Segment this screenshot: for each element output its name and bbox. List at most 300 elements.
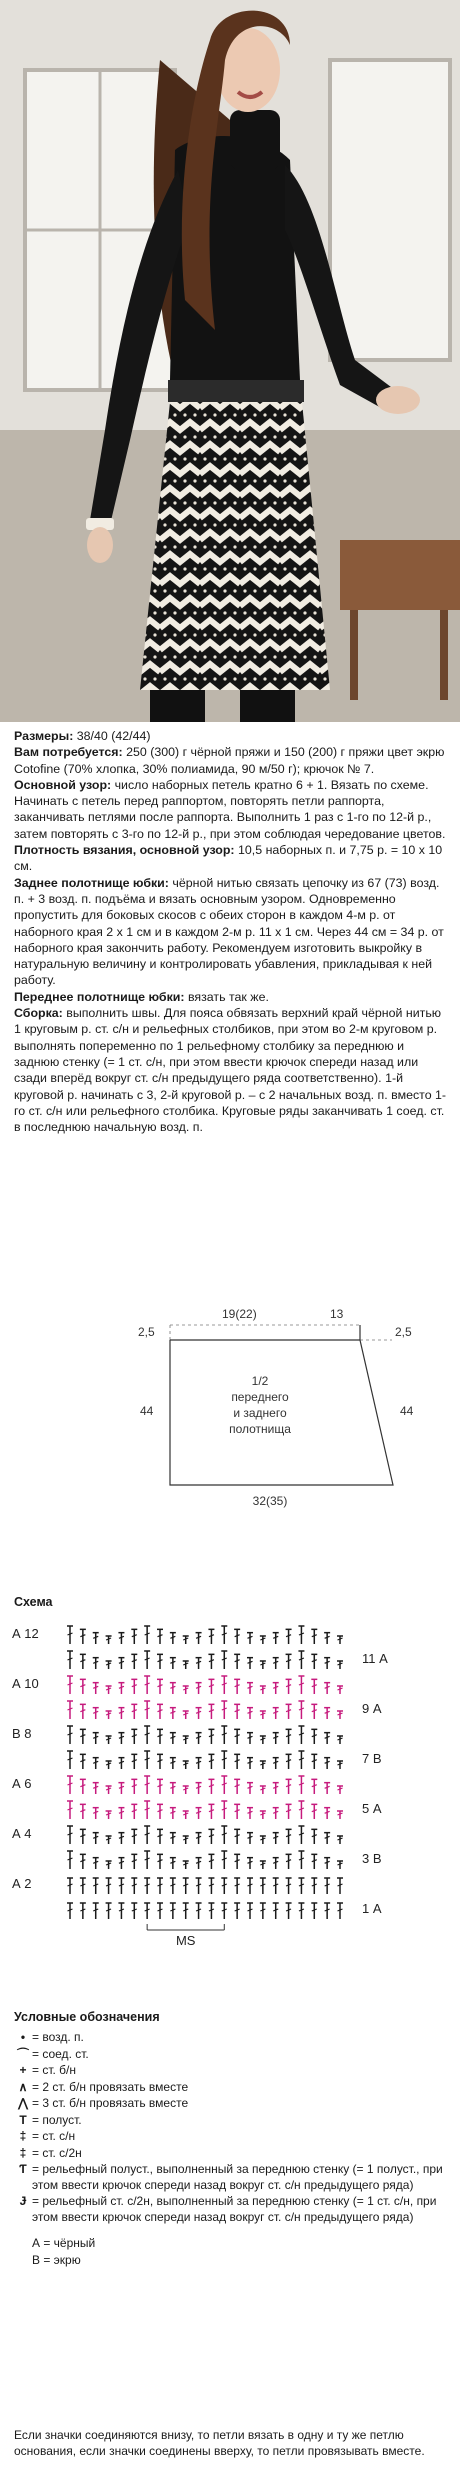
stitch-symbol <box>234 1829 240 1844</box>
stitch-symbol <box>298 1626 304 1644</box>
stitch-symbol <box>93 1633 99 1644</box>
stitch-symbol <box>234 1903 240 1919</box>
stitch-symbol <box>286 1679 292 1694</box>
stitch-symbol <box>93 1783 99 1794</box>
stitch-symbol <box>93 1708 99 1719</box>
stitch-symbol <box>208 1854 214 1869</box>
stitch-symbol <box>118 1683 124 1694</box>
legend-text: = ст. б/н <box>32 2063 77 2077</box>
stitch-symbol <box>311 1903 317 1919</box>
stitch-symbol <box>311 1654 317 1669</box>
legend-text: В = экрю <box>32 2252 81 2267</box>
stitch-symbol <box>221 1726 227 1744</box>
legend-text: = рельефный полуст., выполненный за переднюю стенку (= 1 полуст., при этом ввести крючок спереди назад вокруг ст. с/н предыдущего ряда) <box>32 2162 443 2192</box>
stitch-symbol <box>324 1633 330 1644</box>
legend-symbol: Ɉ <box>19 2194 27 2208</box>
stitch-symbol <box>247 1683 253 1694</box>
stitch-symbol <box>311 1854 317 1869</box>
dim-bottom-width: 32(35) <box>252 1494 288 1508</box>
stitch-symbol <box>170 1708 176 1719</box>
stitch-symbol <box>311 1704 317 1719</box>
dim-edge-right: 2,5 <box>395 1325 412 1339</box>
row-label-right: 7 В <box>362 1751 382 1766</box>
stitch-symbol <box>234 1654 240 1669</box>
legend-symbol: + <box>19 2063 27 2077</box>
stitch-symbol <box>324 1658 330 1669</box>
legend-text: = ст. с/н <box>32 2129 76 2143</box>
stitch-symbol <box>131 1854 137 1869</box>
stitch-symbol <box>221 1676 227 1694</box>
legend-item <box>14 2129 450 2145</box>
stitch-symbol <box>157 1854 163 1869</box>
stitch-symbol <box>183 1786 189 1794</box>
stitch-symbol <box>106 1878 112 1894</box>
stitch-symbol <box>170 1833 176 1844</box>
stitch-symbol <box>260 1903 266 1919</box>
stitch-symbol <box>208 1878 214 1894</box>
stitch-symbol <box>273 1733 279 1744</box>
product-photo <box>0 0 460 722</box>
stitch-symbol <box>298 1826 304 1844</box>
repeat-label: MS <box>175 1933 196 1948</box>
stitch-symbol <box>337 1711 343 1719</box>
stitch-symbol <box>170 1633 176 1644</box>
stitch-symbol <box>170 1903 176 1919</box>
stitch-symbol <box>208 1829 214 1844</box>
stitch-symbol <box>118 1708 124 1719</box>
stitch-symbol <box>157 1804 163 1819</box>
stitch-symbol <box>144 1878 150 1894</box>
stitch-symbol <box>93 1808 99 1819</box>
stitch-symbol <box>93 1683 99 1694</box>
stitch-symbol <box>247 1858 253 1869</box>
stitch-symbol <box>144 1776 150 1794</box>
row-label-left: А 10 <box>12 1676 39 1691</box>
stitch-symbol <box>170 1808 176 1819</box>
stitch-symbol <box>247 1658 253 1669</box>
legend-symbol: T <box>19 2112 27 2127</box>
stitch-symbol <box>196 1833 202 1844</box>
legend-title: Условные обозначения <box>14 2010 160 2024</box>
stitch-symbol <box>80 1629 86 1644</box>
stitch-symbol <box>247 1783 253 1794</box>
stitch-symbol <box>93 1658 99 1669</box>
stitch-symbol <box>80 1878 86 1894</box>
stitch-symbol <box>247 1633 253 1644</box>
legend-footnote: Если значки соединяются внизу, то петли вязать в одну и ту же петлю основания, если значки соединены вверху, то петли провязывать вместе. <box>14 2428 425 2458</box>
stitch-symbol <box>196 1758 202 1769</box>
legend-text: А = чёрный <box>32 2236 96 2250</box>
stitch-symbol <box>324 1833 330 1844</box>
stitch-symbol <box>208 1704 214 1719</box>
sizes-paragraph: Размеры: 38/40 (42/44) <box>14 729 151 743</box>
stitch-symbol <box>67 1826 73 1844</box>
stitch-symbol <box>286 1654 292 1669</box>
legend-text: = полуст. <box>32 2112 82 2127</box>
stitch-symbol <box>247 1903 253 1919</box>
stitch-symbol <box>196 1858 202 1869</box>
stitch-symbol <box>157 1729 163 1744</box>
row-label-right: 1 А <box>362 1901 382 1916</box>
stitch-symbol <box>67 1701 73 1719</box>
stitch-symbol <box>144 1726 150 1744</box>
stitch-symbol <box>260 1861 266 1869</box>
stitch-symbol <box>80 1754 86 1769</box>
stitch-symbol <box>170 1733 176 1744</box>
stitch-symbol <box>286 1829 292 1844</box>
stitch-symbol <box>131 1804 137 1819</box>
stitch-symbol <box>144 1826 150 1844</box>
stitch-symbol <box>93 1733 99 1744</box>
legend-item <box>14 2253 450 2269</box>
stitch-symbol <box>260 1878 266 1894</box>
stitch-symbol <box>208 1754 214 1769</box>
stitch-symbol <box>67 1651 73 1669</box>
legend-symbol: ⌒ <box>16 2046 29 2061</box>
stitch-symbol <box>118 1633 124 1644</box>
stitch-symbol <box>247 1733 253 1744</box>
stitch-symbol <box>286 1878 292 1894</box>
stitch-symbol <box>67 1626 73 1644</box>
stitch-symbol <box>286 1804 292 1819</box>
stitch-symbol <box>157 1754 163 1769</box>
stitch-symbol <box>234 1878 240 1894</box>
stitch-symbol <box>67 1726 73 1744</box>
stitch-symbol <box>144 1701 150 1719</box>
stitch-symbol <box>118 1878 124 1894</box>
stitch-symbol <box>337 1811 343 1819</box>
stitch-symbol <box>234 1704 240 1719</box>
dim-height-left: 44 <box>140 1404 154 1418</box>
stitch-symbol <box>93 1858 99 1869</box>
stitch-symbol <box>183 1636 189 1644</box>
stitch-symbol <box>273 1683 279 1694</box>
stitch-symbol <box>106 1761 112 1769</box>
stitch-symbol <box>286 1779 292 1794</box>
stitch-symbol <box>196 1708 202 1719</box>
stitch-symbol <box>247 1758 253 1769</box>
row-label-left: А 12 <box>12 1626 39 1641</box>
stitch-symbol <box>298 1651 304 1669</box>
panel-label-3: и заднего <box>233 1406 287 1420</box>
stitch-symbol <box>234 1679 240 1694</box>
panel-label-4: полотнища <box>229 1422 291 1436</box>
stitch-symbol <box>208 1629 214 1644</box>
stitch-symbol <box>260 1786 266 1794</box>
dim-top-width: 19(22) <box>222 1307 257 1321</box>
stitch-symbol <box>131 1704 137 1719</box>
legend-item <box>14 2063 450 2079</box>
stitch-symbol <box>273 1903 279 1919</box>
stitch-symbol <box>208 1679 214 1694</box>
stitch-symbol <box>298 1676 304 1694</box>
stitch-symbol <box>286 1854 292 1869</box>
stitch-symbol <box>67 1903 73 1919</box>
stitch-symbol <box>337 1661 343 1669</box>
stitch-symbol <box>144 1851 150 1869</box>
stitch-symbol <box>311 1679 317 1694</box>
stitch-symbol <box>157 1704 163 1719</box>
stitch-symbol <box>260 1686 266 1694</box>
stitch-symbol <box>144 1903 150 1919</box>
stitch-symbol <box>131 1679 137 1694</box>
stitch-symbol <box>337 1878 343 1894</box>
legend-text: = соед. ст. <box>32 2046 89 2061</box>
stitch-symbol <box>324 1808 330 1819</box>
stitch-symbol <box>221 1851 227 1869</box>
stitch-symbol <box>260 1636 266 1644</box>
panel-label-2: переднего <box>231 1390 289 1404</box>
stitch-symbol <box>80 1854 86 1869</box>
stitch-symbol <box>80 1729 86 1744</box>
stitch-symbol <box>67 1851 73 1869</box>
stitch-symbol <box>324 1878 330 1894</box>
stitch-symbol <box>106 1661 112 1669</box>
stitch-symbol <box>170 1858 176 1869</box>
row-label-left: А 2 <box>12 1876 32 1891</box>
stitch-symbol <box>234 1729 240 1744</box>
stitch-symbol <box>118 1733 124 1744</box>
legend <box>14 2030 450 2269</box>
stitch-symbol <box>157 1903 163 1919</box>
stitch-symbol <box>170 1878 176 1894</box>
stitch-symbol <box>247 1808 253 1819</box>
stitch-symbol <box>273 1758 279 1769</box>
stitch-symbol <box>106 1711 112 1719</box>
stitch-symbol <box>196 1658 202 1669</box>
stitch-symbol <box>324 1683 330 1694</box>
stitch-symbol <box>221 1701 227 1719</box>
stitch-symbol <box>273 1878 279 1894</box>
row-label-right: 11 А <box>362 1651 388 1666</box>
stitch-symbol <box>221 1878 227 1894</box>
stitch-symbol <box>144 1801 150 1819</box>
stitch-symbol <box>208 1729 214 1744</box>
row-label-right: 5 А <box>362 1801 382 1816</box>
stitch-symbol <box>273 1783 279 1794</box>
gauge-paragraph: Плотность вязания, основной узор: 10,5 наборных п. и 7,75 р. = 10 х 10 см. <box>14 843 443 874</box>
stitch-symbol <box>337 1686 343 1694</box>
legend-item <box>14 2030 450 2046</box>
legend-symbol: • <box>20 2030 26 2044</box>
stitch-symbol <box>337 1861 343 1869</box>
stitch-symbol <box>144 1626 150 1644</box>
stitch-symbol <box>144 1651 150 1669</box>
stitch-symbol <box>131 1829 137 1844</box>
stitch-symbol <box>286 1629 292 1644</box>
stitch-symbol <box>196 1783 202 1794</box>
legend-symbol: ‡ <box>19 2129 27 2143</box>
stitch-symbol <box>324 1733 330 1744</box>
stitch-symbol <box>286 1754 292 1769</box>
stitch-symbol <box>298 1751 304 1769</box>
panel-label-1: 1/2 <box>251 1374 269 1388</box>
stitch-symbol <box>234 1854 240 1869</box>
stitch-symbol <box>170 1683 176 1694</box>
legend-item <box>14 2113 450 2129</box>
stitch-symbol <box>183 1761 189 1769</box>
stitch-symbol <box>208 1654 214 1669</box>
stitch-symbol <box>93 1878 99 1894</box>
legend-item <box>14 2146 450 2162</box>
stitch-symbol <box>337 1761 343 1769</box>
stitch-symbol <box>67 1676 73 1694</box>
stitch-symbol <box>131 1779 137 1794</box>
stitch-symbol <box>298 1701 304 1719</box>
stitch-symbol <box>183 1736 189 1744</box>
stitch-symbol <box>183 1811 189 1819</box>
stitch-symbol <box>118 1808 124 1819</box>
stitch-symbol <box>234 1779 240 1794</box>
stitch-symbol <box>324 1708 330 1719</box>
stitch-symbol <box>183 1686 189 1694</box>
stitch-symbol <box>324 1758 330 1769</box>
stitch-symbol <box>93 1903 99 1919</box>
stitch-symbol <box>273 1658 279 1669</box>
stitch-symbol <box>221 1903 227 1919</box>
stitch-symbol <box>157 1679 163 1694</box>
pattern-schematic <box>130 1300 430 1515</box>
row-label-left: А 4 <box>12 1826 32 1841</box>
front-panel-paragraph: Переднее полотнище юбки: вязать так же. <box>14 989 269 1004</box>
stitch-symbol <box>273 1708 279 1719</box>
stitch-symbol <box>170 1783 176 1794</box>
legend-text: = ст. с/2н <box>32 2145 82 2160</box>
stitch-symbol <box>273 1833 279 1844</box>
stitch-symbol <box>337 1786 343 1794</box>
stitch-symbol <box>196 1903 202 1919</box>
stitch-symbol <box>80 1704 86 1719</box>
stitch-symbol <box>67 1776 73 1794</box>
stitch-symbol <box>298 1903 304 1919</box>
stitch-symbol <box>298 1878 304 1894</box>
stitch-symbol <box>67 1878 73 1894</box>
stitch-symbol <box>106 1736 112 1744</box>
stitch-symbol <box>324 1903 330 1919</box>
dim-height-right: 44 <box>400 1404 414 1418</box>
stitch-symbol <box>80 1779 86 1794</box>
chart-title: Схема <box>14 1595 53 1609</box>
stitch-symbol <box>183 1836 189 1844</box>
legend-symbol: ∧ <box>18 2079 28 2094</box>
stitch-symbol <box>324 1783 330 1794</box>
stitch-symbol <box>93 1833 99 1844</box>
stitch-symbol <box>286 1704 292 1719</box>
stitch-symbol <box>337 1736 343 1744</box>
stitch-symbol <box>311 1878 317 1894</box>
stitch-symbol <box>80 1829 86 1844</box>
model-illustration <box>0 0 460 722</box>
stitch-symbol <box>106 1686 112 1694</box>
stitch-symbol <box>157 1654 163 1669</box>
instructions <box>14 728 450 1135</box>
stitch-symbol <box>221 1801 227 1819</box>
stitch-symbol <box>311 1804 317 1819</box>
stitch-symbol <box>337 1636 343 1644</box>
stitch-symbol <box>118 1833 124 1844</box>
stitch-symbol <box>337 1836 343 1844</box>
stitch-symbol <box>183 1661 189 1669</box>
stitch-symbol <box>234 1754 240 1769</box>
stitch-symbol <box>170 1758 176 1769</box>
row-label-right: 3 В <box>362 1851 382 1866</box>
stitch-symbol <box>260 1761 266 1769</box>
stitch-symbol <box>234 1804 240 1819</box>
stitch-symbol <box>196 1733 202 1744</box>
stitch-symbol <box>260 1711 266 1719</box>
stitch-symbol <box>118 1903 124 1919</box>
stitch-symbol <box>67 1751 73 1769</box>
materials-paragraph: Вам потребуется: 250 (300) г чёрной пряжи и 150 (200) г пряжи цвет экрю Cotofine (70% хлопка, 30% полиамида, 90 м/50 г); крючок № 7. <box>14 745 445 776</box>
legend-text: = рельефный ст. с/2н, выполненный за переднюю стенку (= 1 ст. с/н, при этом ввести крючок спереди назад вокруг ст. с/н предыдущего ряда) <box>32 2194 437 2224</box>
stitch-symbol <box>273 1858 279 1869</box>
stitch-symbol <box>311 1779 317 1794</box>
stitch-symbol <box>106 1836 112 1844</box>
stitch-symbol <box>93 1758 99 1769</box>
legend-symbol: ⋀ <box>18 2096 28 2110</box>
dim-edge-left: 2,5 <box>138 1325 155 1339</box>
legend-item <box>14 2047 450 2063</box>
stitch-symbol <box>157 1829 163 1844</box>
stitch-symbol <box>183 1903 189 1919</box>
stitch-symbol <box>221 1651 227 1669</box>
stitch-symbol <box>273 1808 279 1819</box>
legend-text: = возд. п. <box>32 2030 84 2044</box>
stitch-symbol <box>298 1801 304 1819</box>
legend-item <box>14 2096 450 2112</box>
stitch-symbol <box>196 1878 202 1894</box>
stitch-symbol <box>131 1903 137 1919</box>
stitch-symbol <box>260 1811 266 1819</box>
stitch-symbol <box>144 1676 150 1694</box>
stitch-symbol <box>170 1658 176 1669</box>
stitch-symbol <box>183 1711 189 1719</box>
row-label-right: 9 А <box>362 1701 382 1716</box>
assembly-paragraph: Сборка: выполнить швы. Для пояса обвязать верхний край чёрной нитью 1 круговым р. ст. с/н и рельефных столбиков, при этом во 2-м круговом р. выполнять попеременно по 1 рельефному столбику за переднюю и заднюю стенку (= 1 ст. с/н, при этом ввести крючок спереди назад или сзади вперёд вокруг ст. с/н предыдущего ряда соответственно). 1-й круговой р. начинать с 3, 2-й круговой р. – с 2 начальных возд. п. вместо 1-го ст. с/н или рельефного столбика. Круговые ряды заканчивать 1 соед. ст. в последнюю начальную возд. п. <box>14 1006 447 1135</box>
stitch-symbol <box>196 1633 202 1644</box>
legend-text: = 3 ст. б/н провязать вместе <box>32 2096 189 2110</box>
stitch-symbol <box>247 1708 253 1719</box>
stitch-symbol <box>106 1811 112 1819</box>
stitch-symbol <box>131 1654 137 1669</box>
stitch-symbol <box>247 1878 253 1894</box>
stitch-symbol <box>131 1878 137 1894</box>
stitch-symbol <box>247 1833 253 1844</box>
stitch-symbol <box>298 1726 304 1744</box>
stitch-symbol <box>157 1779 163 1794</box>
stitch-symbol <box>221 1826 227 1844</box>
row-label-left: А 6 <box>12 1776 32 1791</box>
stitch-symbol <box>260 1736 266 1744</box>
stitch-chart <box>10 1612 430 1952</box>
stitch-symbol <box>131 1729 137 1744</box>
stitch-symbol <box>67 1801 73 1819</box>
stitch-symbol <box>131 1629 137 1644</box>
stitch-symbol <box>196 1808 202 1819</box>
stitch-symbol <box>324 1858 330 1869</box>
stitch-symbol <box>298 1776 304 1794</box>
stitch-symbol <box>260 1836 266 1844</box>
stitch-symbol <box>80 1903 86 1919</box>
stitch-symbol <box>157 1878 163 1894</box>
legend-symbol: Ƭ <box>19 2162 27 2176</box>
pattern-paragraph: Основной узор: число наборных петель кратно 6 + 1. Вязать по схеме. Начинать с петель перед раппортом, повторять петли раппорта, заканчивать петлями после раппорта. Выполнить 1 раз с 1-го по 12-й р., затем повторять с 3-го по 12-й р., при этом соблюдая чередование цветов. <box>14 777 446 841</box>
stitch-symbol <box>337 1903 343 1919</box>
stitch-symbol <box>311 1629 317 1644</box>
stitch-symbol <box>106 1903 112 1919</box>
stitch-symbol <box>311 1754 317 1769</box>
stitch-symbol <box>118 1758 124 1769</box>
